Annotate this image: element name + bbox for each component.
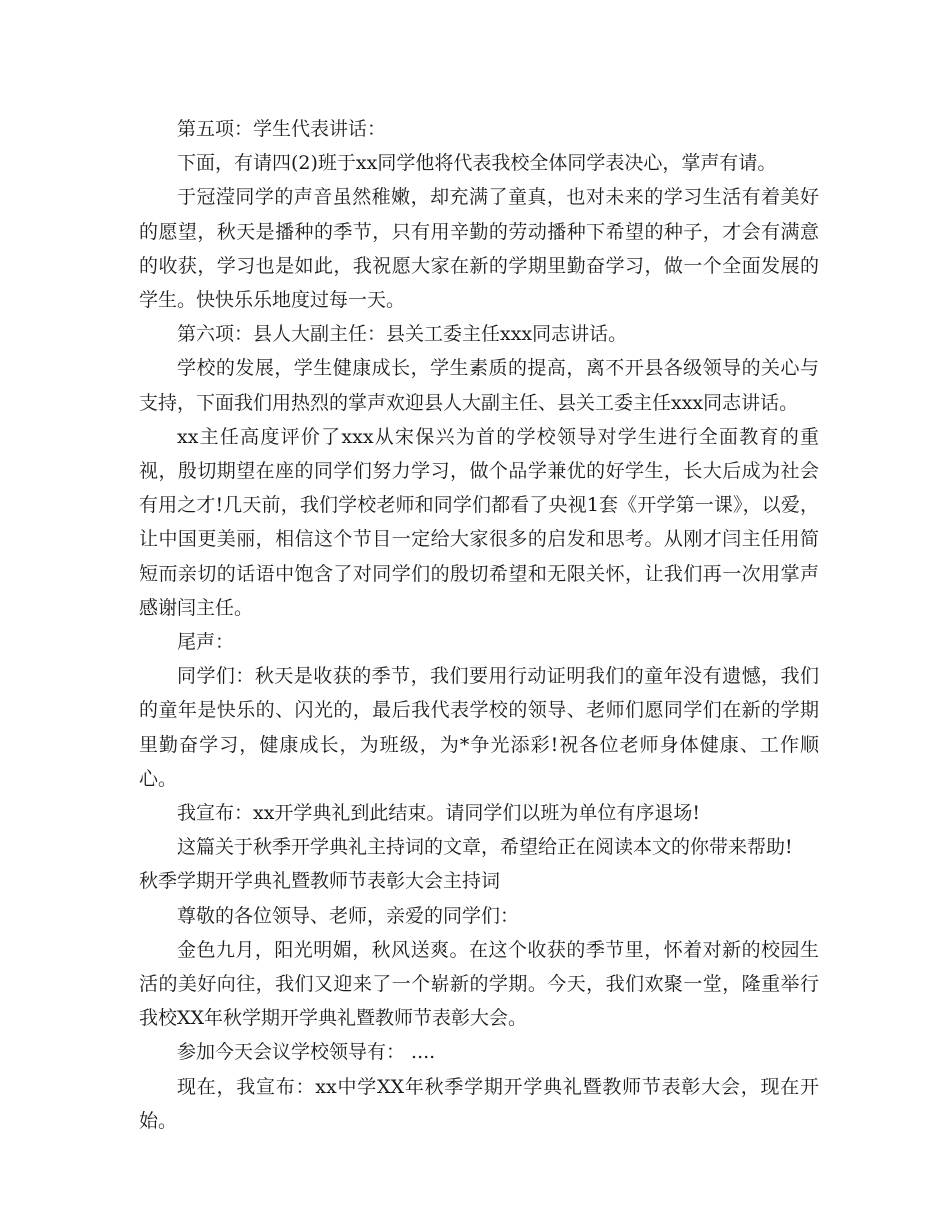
paragraph-closing-announce: 我宣布：xx开学典礼到此结束。请同学们以班为单位有序退场! (177, 802, 701, 825)
paragraph-leader-summary: xx主任高度评价了xxx从宋保兴为首的学校领导对学生进行全面教育的重视，殷切期望在座的同学们努力学习，做个品学兼优的好学生，长大后成为社会有用之才!几天前，我们学校老师和同学们都看了央视1套《开学第一课》，以爱，让中国更美丽，相信这个节目一定给大家很多的启发和思考。从刚才闫主任用简短而亲切的话语中饱含了对同学们的殷切希望和无限关怀，让我们再一次用掌声感谢闫主任。 (139, 425, 819, 619)
paragraph-salutation: 尊敬的各位领导、老师，亲爱的同学们： (177, 904, 520, 927)
paragraph-article-note: 这篇关于秋季开学典礼主持词的文章，希望给正在阅读本文的你带来帮助! (177, 836, 793, 859)
paragraph-item-5-heading: 第五项：学生代表讲话： (177, 118, 387, 140)
paragraph-attendees: 参加今天会议学校领导有： .... (177, 1041, 436, 1064)
section-title: 秋季学期开学典礼暨教师节表彰大会主持词 (139, 870, 501, 893)
paragraph-student-invite: 下面，有请四(2)班于xx同学他将代表我校全体同学表决心，掌声有请。 (177, 152, 777, 175)
paragraph-closing-speech: 同学们：秋天是收获的季节，我们要用行动证明我们的童年没有遗憾，我们的童年是快乐的、闪光的，最后我代表学校的领导、老师们愿同学们在新的学期里勤奋学习，健康成长，为班级，为*争光添彩!祝各位老师身体健康、工作顺心。 (139, 665, 819, 790)
document-body (139, 112, 819, 1138)
paragraph-announce-start: 现在，我宣布：xx中学XX年秋季学期开学典礼暨教师节表彰大会，现在开始。 (139, 1075, 819, 1132)
paragraph-opening: 金色九月，阳光明媚，秋风送爽。在这个收获的季节里，怀着对新的校园生活的美好向往，我们又迎来了一个崭新的学期。今天，我们欢聚一堂，隆重举行我校XX年秋学期开学典礼暨教师节表彰大会。 (139, 938, 819, 1030)
paragraph-student-summary: 于冠滢同学的声音虽然稚嫩，却充满了童真，也对未来的学习生活有着美好的愿望，秋天是播种的季节，只有用辛勤的劳动播种下希望的种子，才会有满意的收获，学习也是如此，我祝愿大家在新的学期里勤奋学习，做一个全面发展的学生。快快乐乐地度过每一天。 (139, 186, 819, 312)
paragraph-leader-welcome: 学校的发展，学生健康成长，学生素质的提高，离不开县各级领导的关心与支持，下面我们用热烈的掌声欢迎县人大副主任、县关工委主任xxx同志讲话。 (139, 357, 819, 414)
paragraph-closing-heading: 尾声： (177, 631, 235, 654)
paragraph-item-6-heading: 第六项：县人大副主任：县关工委主任xxx同志讲话。 (177, 323, 628, 346)
